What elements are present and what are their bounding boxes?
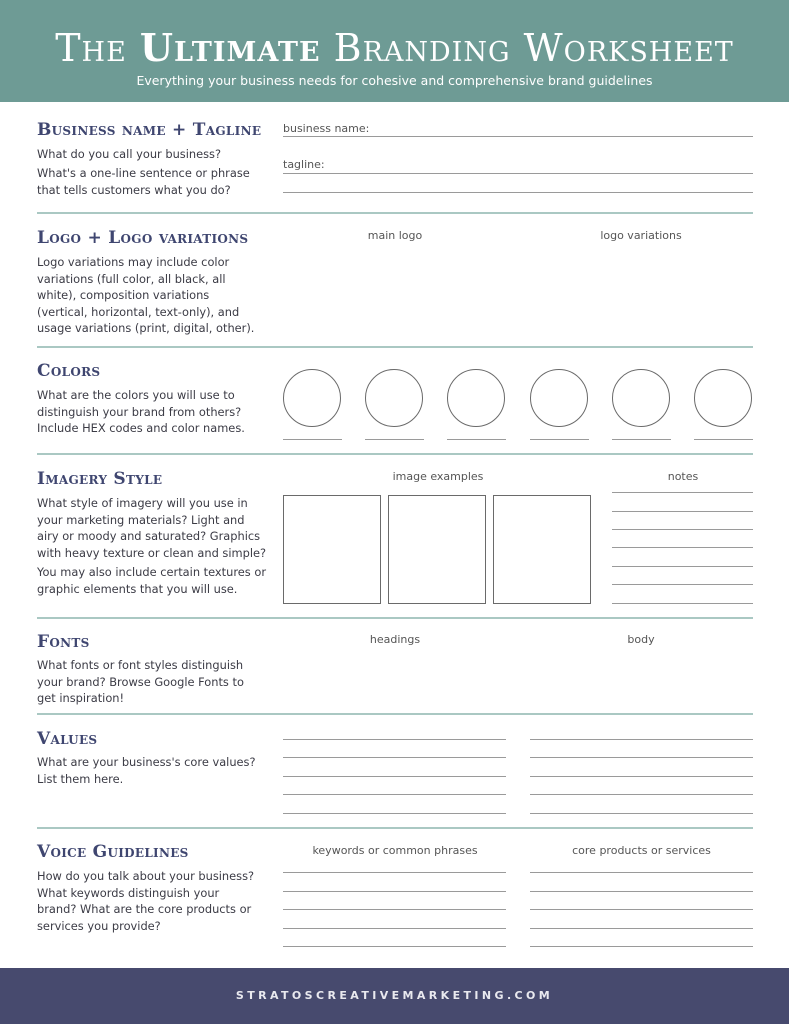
keywords-line[interactable] bbox=[283, 872, 506, 873]
color-swatch-6[interactable] bbox=[694, 369, 752, 427]
section-divider bbox=[37, 453, 753, 455]
values-line-right[interactable] bbox=[530, 739, 753, 740]
values-line-left[interactable] bbox=[283, 794, 506, 795]
logo-section-title: Logo + Logo variations bbox=[37, 228, 249, 248]
logo-variations-label: logo variations bbox=[600, 229, 682, 242]
business-name-line[interactable] bbox=[283, 136, 753, 137]
products-line[interactable] bbox=[530, 872, 753, 873]
color-swatch-2-label-line[interactable] bbox=[365, 439, 424, 440]
notes-line[interactable] bbox=[612, 492, 753, 493]
headings-label: headings bbox=[369, 633, 421, 646]
imagery-section-title: Imagery Style bbox=[37, 469, 163, 489]
fonts-section-title: Fonts bbox=[37, 632, 90, 652]
color-swatch-1[interactable] bbox=[283, 369, 341, 427]
values-section-title: Values bbox=[37, 729, 98, 749]
notes-label: notes bbox=[667, 470, 699, 483]
section-divider bbox=[37, 346, 753, 348]
products-line[interactable] bbox=[530, 928, 753, 929]
notes-line[interactable] bbox=[612, 566, 753, 567]
logo-description: Logo variations may include color variations (full color, all black, all white), composition variations (vertical, horizontal, text-only), and usage variations (print, digital, other). bbox=[37, 255, 255, 336]
products-line[interactable] bbox=[530, 891, 753, 892]
products-line[interactable] bbox=[530, 909, 753, 910]
voice-section-title: Voice Guidelines bbox=[37, 842, 189, 862]
color-swatch-2[interactable] bbox=[365, 369, 423, 427]
image-example-box-1[interactable] bbox=[283, 495, 381, 604]
color-swatch-1-label-line[interactable] bbox=[283, 439, 342, 440]
color-swatch-3-label-line[interactable] bbox=[447, 439, 506, 440]
imagery-description-2: You may also include certain textures or graphic elements that you will use. bbox=[37, 565, 267, 596]
image-examples-label: image examples bbox=[392, 470, 484, 483]
business-name-label: business name: bbox=[283, 122, 370, 135]
tagline-label: tagline: bbox=[283, 158, 325, 171]
body-label: body bbox=[627, 633, 655, 646]
color-swatch-4[interactable] bbox=[530, 369, 588, 427]
main-logo-label: main logo bbox=[367, 229, 423, 242]
color-swatch-4-label-line[interactable] bbox=[530, 439, 589, 440]
colors-description: What are the colors you will use to distinguish your brand from others? Include HEX codes and color names. bbox=[37, 388, 245, 436]
colors-section-title: Colors bbox=[37, 361, 101, 381]
notes-line[interactable] bbox=[612, 529, 753, 530]
values-line-right[interactable] bbox=[530, 813, 753, 814]
values-line-right[interactable] bbox=[530, 794, 753, 795]
keywords-line[interactable] bbox=[283, 891, 506, 892]
values-description: What are your business's core values? List them here. bbox=[37, 755, 256, 786]
notes-line[interactable] bbox=[612, 584, 753, 585]
keywords-line[interactable] bbox=[283, 909, 506, 910]
values-line-left[interactable] bbox=[283, 739, 506, 740]
section-divider bbox=[37, 212, 753, 214]
title-suffix: Branding Worksheet bbox=[320, 26, 734, 70]
notes-line[interactable] bbox=[612, 511, 753, 512]
notes-line[interactable] bbox=[612, 603, 753, 604]
fonts-description: What fonts or font styles distinguish your brand? Browse Google Fonts to get inspiration! bbox=[37, 658, 244, 706]
notes-line[interactable] bbox=[612, 547, 753, 548]
products-label: core products or services bbox=[572, 844, 711, 857]
keywords-line[interactable] bbox=[283, 928, 506, 929]
footer-website[interactable]: STRATOSCREATIVEMARKETING.COM bbox=[235, 989, 554, 1002]
image-example-box-3[interactable] bbox=[493, 495, 591, 604]
footer-banner bbox=[0, 968, 789, 1024]
tagline-line-2[interactable] bbox=[283, 192, 753, 193]
business-section-title: Business name + Tagline bbox=[37, 120, 262, 140]
image-example-box-2[interactable] bbox=[388, 495, 486, 604]
color-swatch-3[interactable] bbox=[447, 369, 505, 427]
tagline-line-1[interactable] bbox=[283, 173, 753, 174]
worksheet-title bbox=[0, 26, 789, 70]
section-divider bbox=[37, 617, 753, 619]
color-swatch-6-label-line[interactable] bbox=[694, 439, 753, 440]
section-divider bbox=[37, 827, 753, 829]
worksheet-subtitle: Everything your business needs for cohesive and comprehensive brand guidelines bbox=[136, 73, 653, 88]
color-swatch-5-label-line[interactable] bbox=[612, 439, 671, 440]
values-line-left[interactable] bbox=[283, 776, 506, 777]
voice-description: How do you talk about your business? What keywords distinguish your brand? What are the core products or services you provide? bbox=[37, 869, 255, 933]
imagery-description-1: What style of imagery will you use in your marketing materials? Light and airy or moody and saturated? Graphics with heavy texture or clean and simple? bbox=[37, 496, 267, 560]
color-swatch-5[interactable] bbox=[612, 369, 670, 427]
header-banner bbox=[0, 0, 789, 102]
values-line-left[interactable] bbox=[283, 757, 506, 758]
values-line-left[interactable] bbox=[283, 813, 506, 814]
section-divider bbox=[37, 713, 753, 715]
business-question-name: What do you call your business? bbox=[37, 147, 222, 161]
products-line[interactable] bbox=[530, 946, 753, 947]
business-question-tagline: What's a one-line sentence or phrase that tells customers what you do? bbox=[37, 166, 250, 197]
values-line-right[interactable] bbox=[530, 757, 753, 758]
keywords-label: keywords or common phrases bbox=[312, 844, 478, 857]
keywords-line[interactable] bbox=[283, 946, 506, 947]
title-emphasis: Ultimate bbox=[139, 25, 321, 70]
title-prefix: The bbox=[55, 26, 140, 70]
values-line-right[interactable] bbox=[530, 776, 753, 777]
